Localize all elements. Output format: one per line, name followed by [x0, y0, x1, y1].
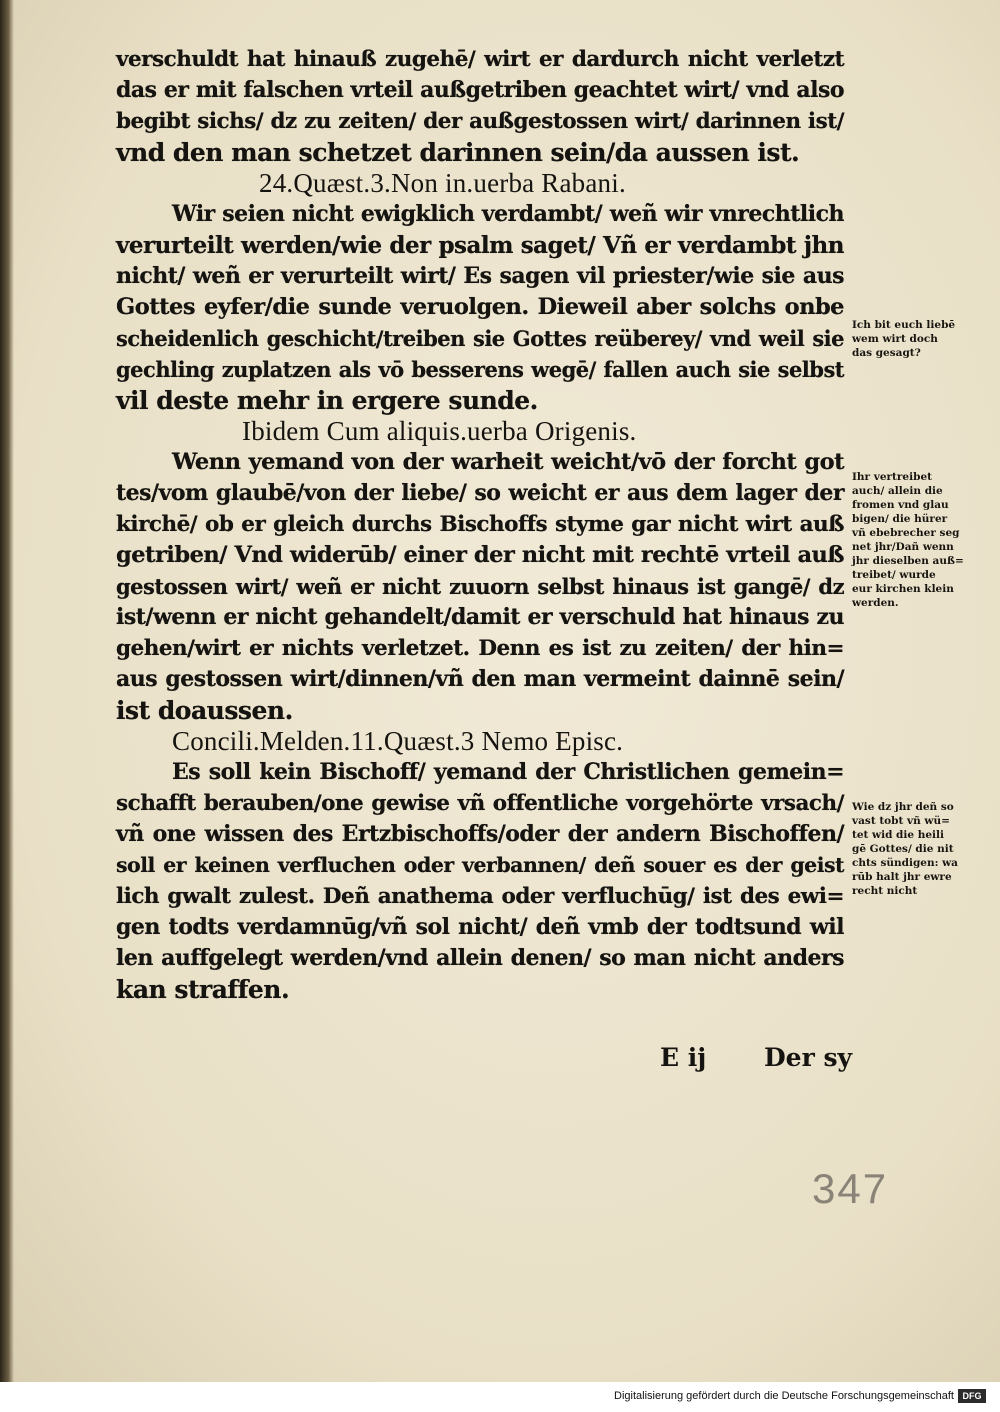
margin-note-line: Ich bit euch liebē: [852, 319, 956, 331]
margin-note-line: wem wirt doch: [852, 333, 938, 345]
text-line: getriben/ Vnd widerūb/ einer der nicht mit rechtē vrteil auß: [116, 542, 844, 568]
margin-note-line: bigen/ die hürer: [852, 513, 948, 525]
text-line: soll er keinen verfluchen oder verbannen/ deñ souer es der geist: [116, 853, 844, 877]
margin-note: [852, 470, 992, 610]
text-line: gehen/wirt er nichts verletzet. Denn es ist zu zeiten/ der hin=: [116, 636, 844, 661]
text-line: Wir seien nicht ewigklich verdambt/ weñ wir vnrechtlich: [172, 201, 844, 227]
text-line: gestossen wirt/ weñ er nicht zuuorn selbst hinaus ist gangē/ dz: [116, 574, 844, 599]
text-line: scheidenlich geschicht/treiben sie Gottes reüberey/ vnd weil sie: [116, 326, 844, 351]
text-line: gechling zuplatzen als vō besserens wegē/ fallen auch sie selbst: [116, 357, 844, 382]
text-line: Gottes eyfer/die sunde veruolgen. Dieweil aber solchs onbe: [116, 294, 844, 320]
margin-note: [852, 800, 992, 898]
text-line: verschuldt hat hinauß zugehē/ wirt er dardurch nicht verletzt: [116, 47, 844, 72]
margin-note-line: tet wid die heili: [852, 829, 945, 841]
signature-mark: E ij: [660, 1043, 707, 1072]
text-line: Wenn yemand von der warheit weicht/vō der forcht got: [172, 449, 844, 475]
text-line: vnd den man schetzet darinnen sein/da aussen ist.: [116, 138, 800, 167]
text-line: vil deste mehr in ergere sunde.: [116, 386, 538, 415]
binding-shadow: [0, 0, 14, 1382]
text-line: lich gwalt zulest. Deñ anathema oder verfluchūg/ ist des ewi=: [116, 884, 844, 909]
margin-note-line: gē Gottes/ die nit: [852, 843, 954, 855]
text-line: das er mit falschen vrteil außgetriben geachtet wirt/ vnd also: [116, 77, 844, 103]
margin-note-line: Ihr vertreibet: [852, 471, 932, 483]
margin-note-line: jhr dieselben auß=: [852, 555, 964, 567]
margin-note-line: treibet/ wurde: [852, 569, 936, 581]
margin-note-line: vast tobt vñ wü=: [852, 815, 950, 827]
text-line: gen todts verdamnūg/vñ sol nicht/ deñ vmb der todtsund wil: [116, 914, 844, 940]
margin-note-line: auch/ allein die: [852, 485, 943, 497]
margin-note-line: werden.: [852, 597, 899, 609]
text-line: begibt sichs/ dz zu zeiten/ der außgestossen wirt/ darinnen ist/: [116, 109, 844, 134]
margin-note-line: vñ ebebrecher seg: [852, 527, 960, 539]
text-line: kirchē/ ob er gleich durchs Bischoffs styme gar nicht wirt auß: [116, 512, 844, 537]
margin-note-line: eur kirchen klein: [852, 583, 954, 595]
margin-note-line: chts sündigen: wa: [852, 857, 958, 869]
text-line: ist/wenn er nicht gehandelt/damit er verschuld hat hinaus zu: [116, 604, 844, 630]
margin-note-line: das gesagt?: [852, 347, 921, 359]
handwritten-folio-number: 347: [812, 1165, 889, 1212]
section-heading: 24.Quæst.3.Non in.uerba Rabani.: [259, 168, 626, 198]
digitization-footer: [0, 1382, 1000, 1412]
text-line: tes/vom glaubē/von der liebe/ so weicht er aus dem lager der: [116, 480, 844, 506]
funding-credit: Digitalisierung gefördert durch die Deutsche Forschungsgemeinschaft: [614, 1390, 954, 1402]
dfg-logo: DFG: [958, 1389, 986, 1403]
text-line: kan straffen.: [116, 975, 290, 1004]
text-line: schafft berauben/one gewise vñ offentliche vorgehörte vrsach/: [116, 791, 844, 816]
margin-note-line: recht nicht: [852, 885, 918, 897]
margin-note-line: rūb halt jhr ewre: [852, 871, 952, 883]
catchword: Der sy: [764, 1043, 853, 1072]
text-line: verurteilt werden/wie der psalm saget/ Vñ er verdambt jhn: [116, 232, 844, 259]
text-line: Es soll kein Bischoff/ yemand der Christlichen gemein=: [172, 759, 844, 785]
margin-note-line: fromen vnd glau: [852, 499, 949, 511]
text-line: vñ one wissen des Ertzbischoffs/oder der andern Bischoffen/: [116, 821, 844, 847]
margin-note: [852, 318, 992, 360]
text-line: nicht/ weñ er verurteilt wirt/ Es sagen vil priester/wie sie aus: [116, 263, 844, 289]
section-heading: Concili.Melden.11.Quæst.3 Nemo Episc.: [172, 726, 624, 756]
main-text-block: [116, 44, 844, 1005]
text-line: aus gestossen wirt/dinnen/vñ den man vermeint dainnē sein/: [116, 666, 844, 692]
section-heading: Ibidem Cum aliquis.uerba Origenis.: [242, 416, 637, 446]
margin-note-line: Wie dz jhr deñ so: [852, 801, 954, 813]
margin-note-line: net jhr/Dañ wenn: [852, 541, 954, 553]
text-line: ist doaussen.: [116, 696, 293, 725]
text-line: len auffgelegt werden/vnd allein denen/ so man nicht anders: [116, 945, 844, 971]
